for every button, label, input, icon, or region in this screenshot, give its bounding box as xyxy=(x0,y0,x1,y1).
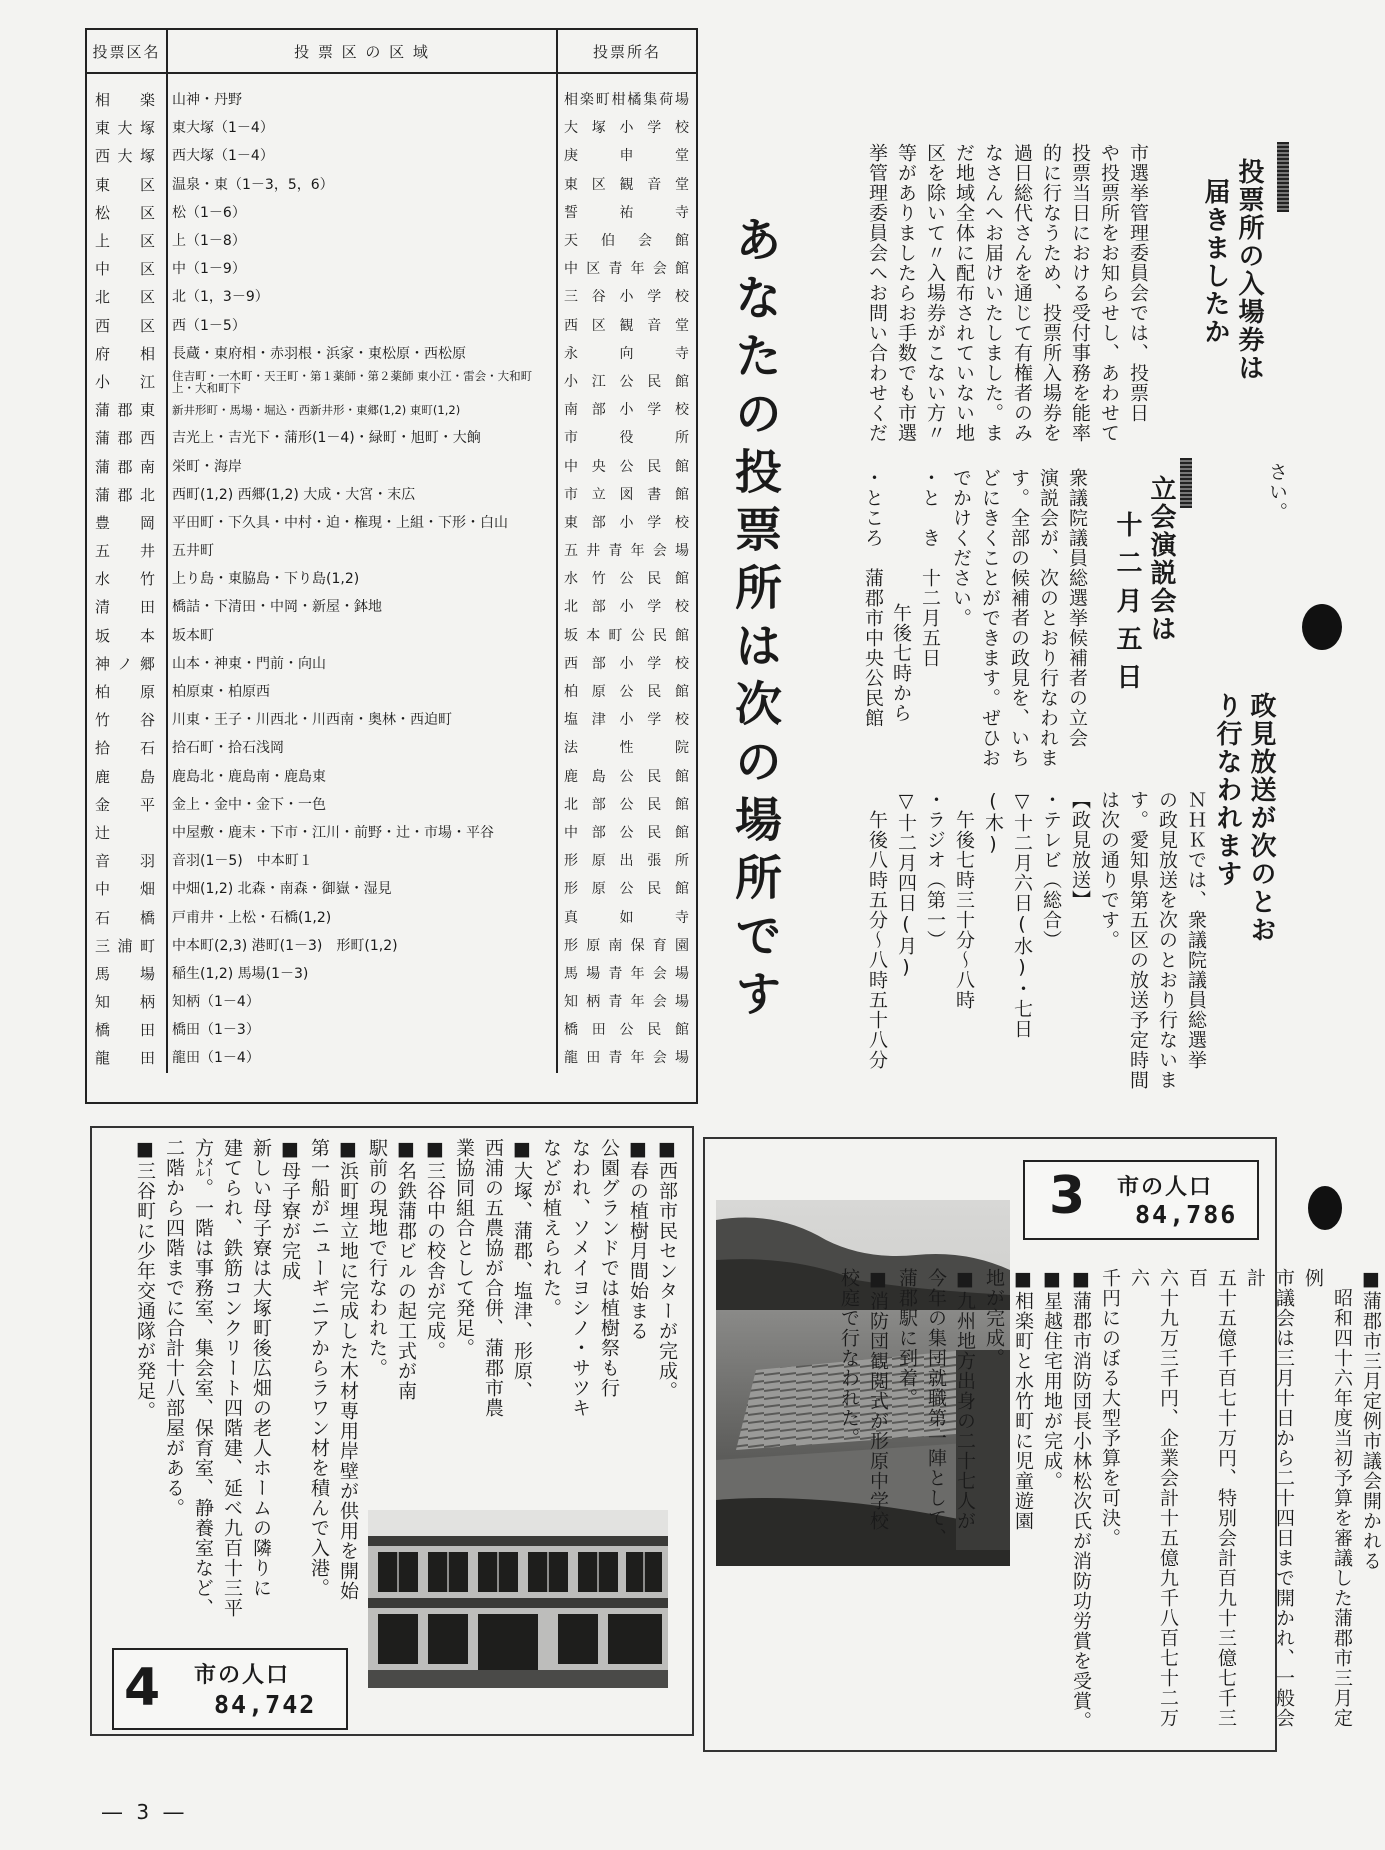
text-line: ・ラジオ（第一） xyxy=(924,790,946,950)
district-area: 山本・神東・門前・向山 xyxy=(167,650,557,678)
station-name: 市立図書館 xyxy=(564,486,690,503)
station-name: 大塚小学校 xyxy=(564,120,690,137)
district-area: 北（1，3－9） xyxy=(167,283,557,311)
broadcast-headline-line2: り行なわれます xyxy=(1212,692,1242,888)
district-area: 温泉・東（1－3，5，6） xyxy=(167,171,557,199)
district-name: 五井 xyxy=(95,542,158,561)
table-row xyxy=(87,565,696,593)
table-row xyxy=(87,255,696,283)
text-line: どにきくことができます。ぜひお xyxy=(979,468,1001,768)
district-area: 中本町(2,3) 港町(1－3) 形町(1,2) xyxy=(167,932,557,960)
news-item: ■三谷中の校舎が完成。 xyxy=(424,1138,446,1361)
station-name: 北部小学校 xyxy=(564,599,690,616)
table-row xyxy=(87,678,696,706)
table-row xyxy=(87,368,696,396)
table-row xyxy=(87,452,696,480)
text-line: は次の通りです。 xyxy=(1098,790,1120,950)
news-item: 方㍍。一階は事務室、集会室、保育室、静養室など、 xyxy=(192,1138,214,1618)
news-item: ■西部市民センターが完成。 xyxy=(656,1138,678,1401)
district-area: 五井町 xyxy=(167,537,557,565)
station-name: 誓祐寺 xyxy=(564,204,690,221)
news-item: 地が完成。 xyxy=(983,1268,1005,1368)
station-name: 龍田青年会場 xyxy=(564,1050,690,1067)
text-line: ＮＨＫでは、衆議院議員総選挙 xyxy=(1185,790,1207,1070)
district-name: 中区 xyxy=(95,260,158,279)
news-item: などが植えられた。 xyxy=(540,1138,562,1318)
district-name: 西区 xyxy=(95,316,158,335)
station-name: 中部公民館 xyxy=(564,824,690,841)
header-district: 投票区名 xyxy=(87,30,167,73)
tickets-tail: さい。 xyxy=(1266,462,1288,522)
text-line: 挙管理委員会へお問い合わせくだ xyxy=(866,143,888,443)
month3-population-label: 市の人口 xyxy=(1117,1175,1214,1200)
district-area: 平田町・下久具・中村・迫・権現・上組・下形・白山 xyxy=(167,509,557,537)
text-line: す。愛知県第五区の放送予定時間 xyxy=(1127,790,1149,1090)
news-item: ■蒲郡市三月定例市議会開かれる xyxy=(1360,1268,1382,1571)
station-name: 五井青年会場 xyxy=(564,543,690,560)
district-name: 馬場 xyxy=(95,964,158,983)
station-name: 相楽町柑橘集荷場 xyxy=(564,92,690,109)
speech-where: ・ところ 蒲郡市中央公民館 xyxy=(862,468,884,728)
table-row xyxy=(87,142,696,170)
table-row xyxy=(87,1044,696,1072)
station-name: 坂本町公民館 xyxy=(564,627,690,644)
news-item: 建てられ、鉄筋コンクリート四階建、延べ九百十三平 xyxy=(221,1138,243,1618)
district-area: 上（1－8） xyxy=(167,227,557,255)
station-name: 東区観音堂 xyxy=(564,176,690,193)
news-item: 二階から四階までに合計十八部屋がある。 xyxy=(163,1138,185,1518)
district-name: 松区 xyxy=(95,203,158,222)
text-line: ▽十二月六日(水)・七日(木) xyxy=(982,790,1033,1039)
table-row xyxy=(87,283,696,311)
district-area: 西町(1,2) 西郷(1,2) 大成・大宮・末広 xyxy=(167,481,557,509)
building-photo-image xyxy=(368,1510,668,1688)
station-name: 形原公民館 xyxy=(564,881,690,898)
table-row xyxy=(87,199,696,227)
district-name: 鹿島 xyxy=(95,767,158,786)
header-station: 投票所名 xyxy=(557,30,696,73)
district-area: 戸甫井・上松・石橋(1,2) xyxy=(167,903,557,931)
table-row xyxy=(87,537,696,565)
speech-when xyxy=(886,468,944,788)
speech-headline xyxy=(1110,475,1178,701)
table-row xyxy=(87,932,696,960)
station-name: 橋田公民館 xyxy=(564,1022,690,1039)
station-name: 西部小学校 xyxy=(564,655,690,672)
district-area: 橋詰・下清田・中岡・新屋・鉢地 xyxy=(167,593,557,621)
month4-population-label: 市の人口 xyxy=(194,1663,291,1688)
district-name: 坂本 xyxy=(95,626,158,645)
news-item: ■浜町埋立地に完成した木材専用岸壁が供用を開始 xyxy=(337,1138,359,1601)
station-name: 中区青年会館 xyxy=(564,261,690,278)
news-item: ■大塚、蒲郡、塩津、形原、 xyxy=(511,1138,533,1401)
news-item: 五十五億千百七十万円、特別会計百九十三億七千三百 xyxy=(1186,1268,1237,1728)
district-name: 三浦町 xyxy=(95,936,158,955)
table-row xyxy=(87,396,696,424)
district-area: 上り島・東脇島・下り島(1,2) xyxy=(167,565,557,593)
broadcast-headline xyxy=(1210,692,1278,944)
table-row xyxy=(87,819,696,847)
section-marker xyxy=(1277,142,1289,212)
news-item: 六十九万三千円、企業会計十五億九千八百七十二万六 xyxy=(1128,1268,1179,1728)
station-name: 天伯会館 xyxy=(564,233,690,250)
table-row xyxy=(87,903,696,931)
district-area: 西（1－5） xyxy=(167,312,557,340)
district-name: 清田 xyxy=(95,598,158,617)
table-row xyxy=(87,988,696,1016)
district-name: 北区 xyxy=(95,288,158,307)
text-line: す。全部の候補者の政見を、いち xyxy=(1008,468,1030,768)
tickets-headline-line1: 投票所の入場券は xyxy=(1234,158,1264,382)
station-name: 法性院 xyxy=(564,740,690,757)
news-item: ■九州地方出身の二十七人が xyxy=(954,1268,976,1531)
district-name: 石橋 xyxy=(95,908,158,927)
building-photo xyxy=(368,1510,668,1688)
month4-number: 4 xyxy=(124,1658,161,1718)
table-row xyxy=(87,763,696,791)
table-row xyxy=(87,424,696,452)
news-item: 第一船がニューギニアからラワン材を積んで入港。 xyxy=(308,1138,330,1598)
district-name: 豊岡 xyxy=(95,513,158,532)
table-row xyxy=(87,114,696,142)
district-area: 山神・丹野 xyxy=(167,86,557,114)
news-item: ■名鉄蒲郡ビルの起工式が南 xyxy=(395,1138,417,1401)
tickets-body xyxy=(862,143,1152,473)
district-name: 蒲郡南 xyxy=(95,457,158,476)
news-item: ■星越住宅用地が完成。 xyxy=(1041,1268,1063,1491)
month3-population-value: 84,786 xyxy=(1135,1200,1238,1229)
news-item: 昭和四十六年度当初予算を審議した蒲郡市三月定例 xyxy=(1302,1268,1353,1728)
month3-news-items xyxy=(834,1268,1385,1738)
table-row xyxy=(87,791,696,819)
station-name: 市役所 xyxy=(564,430,690,447)
news-item: ■三谷町に少年交通隊が発足。 xyxy=(134,1138,156,1421)
news-item: ■消防団観閲式が形原中学校 xyxy=(867,1268,889,1531)
district-name: 知柄 xyxy=(95,993,158,1012)
station-name: 庚申堂 xyxy=(564,148,690,165)
station-name: 水竹公民館 xyxy=(564,571,690,588)
text-line: ・テレビ（総合） xyxy=(1040,790,1062,950)
news-item: 校庭で行なわれた。 xyxy=(838,1268,860,1448)
speech-headline-line1: 立会演説会は xyxy=(1146,475,1176,643)
district-area: 金上・金中・金下・一色 xyxy=(167,791,557,819)
text-line: 等がありましたらお手数でも市選 xyxy=(895,143,917,443)
district-area: 鹿島北・鹿島南・鹿島東 xyxy=(167,763,557,791)
district-area: 新井形町・馬場・堀込・西新井形・東郷(1,2) 東町(1,2) xyxy=(167,396,557,424)
month4-population-value: 84,742 xyxy=(214,1690,317,1719)
district-name: 東大塚 xyxy=(95,119,158,138)
district-area: 住吉町・一木町・天王町・第１薬師・第２薬師 東小江・雷会・大和町上・大和町下 xyxy=(167,368,557,396)
district-name: 蒲郡東 xyxy=(95,401,158,420)
news-item: ■蒲郡市消防団長小林松次氏が消防功労賞を受賞。 xyxy=(1070,1268,1092,1731)
news-item: ■母子寮が完成 xyxy=(279,1138,301,1281)
station-name: 北部公民館 xyxy=(564,796,690,813)
station-name: 塩津小学校 xyxy=(564,712,690,729)
station-name: 小江公民館 xyxy=(564,373,690,390)
station-name: 知柄青年会場 xyxy=(564,994,690,1011)
district-name: 府相 xyxy=(95,344,158,363)
district-name: 橋田 xyxy=(95,1021,158,1040)
district-area: 松（1－6） xyxy=(167,199,557,227)
table-row xyxy=(87,622,696,650)
polling-station-table xyxy=(85,28,698,1104)
news-item: 蒲郡駅に到着。 xyxy=(896,1268,918,1408)
district-area: 橋田（1－3） xyxy=(167,1016,557,1044)
main-title: あなたの投票所は次の場所です xyxy=(727,215,782,1027)
district-name: 金平 xyxy=(95,795,158,814)
district-name: 蒲郡西 xyxy=(95,429,158,448)
station-name: 形原出張所 xyxy=(564,853,690,870)
station-name: 形原南保育園 xyxy=(564,937,690,954)
district-name: 音羽 xyxy=(95,852,158,871)
table-row xyxy=(87,340,696,368)
station-name: 鹿島公民館 xyxy=(564,768,690,785)
table-row xyxy=(87,593,696,621)
table-header-row xyxy=(87,30,696,73)
district-name: 東区 xyxy=(95,175,158,194)
district-area: 稲生(1,2) 馬場(1－3) xyxy=(167,960,557,988)
text-line: 区を除いて〃入場券がこない方〃 xyxy=(924,143,946,443)
broadcast-body xyxy=(862,790,1210,1090)
station-name: 柏原公民館 xyxy=(564,684,690,701)
text-line: でかけください。 xyxy=(950,468,972,628)
text-line: 過日総代さんを通じて有権者のみ xyxy=(1011,143,1033,443)
text-line: 【政見放送】 xyxy=(1069,790,1091,910)
district-name: 拾石 xyxy=(95,739,158,758)
district-name: 龍田 xyxy=(95,1049,158,1068)
speech-when-label: ・と き 十二月五日 xyxy=(919,468,941,668)
ink-mark xyxy=(1302,604,1342,650)
month3-number: 3 xyxy=(1049,1166,1086,1226)
station-name: 永向寺 xyxy=(564,345,690,362)
table-row xyxy=(87,481,696,509)
news-item: 業協同組合として発足。 xyxy=(453,1138,475,1358)
news-item: 駅前の現地で行なわれた。 xyxy=(366,1138,388,1378)
station-name: 南部小学校 xyxy=(564,402,690,419)
district-name: 相楽 xyxy=(95,91,158,110)
district-name: 蒲郡北 xyxy=(95,485,158,504)
district-area: 知柄（1－4） xyxy=(167,988,557,1016)
district-area: 音羽(1－5) 中本町１ xyxy=(167,847,557,875)
district-area: 拾石町・拾石浅岡 xyxy=(167,734,557,762)
news-item: 公園グランドでは植樹祭も行 xyxy=(598,1138,620,1398)
speech-body xyxy=(946,468,1091,788)
district-area: 吉光上・吉光下・蒲形(1－4)・緑町・旭町・大餉 xyxy=(167,424,557,452)
text-line: ▽十二月四日(月) xyxy=(895,790,917,979)
district-area: 中屋敷・鹿末・下市・江川・前野・辻・市場・平谷 xyxy=(167,819,557,847)
section-marker xyxy=(1180,458,1192,508)
district-area: 川東・王子・川西北・川西南・奥林・西迫町 xyxy=(167,706,557,734)
tickets-headline-line2: 届きましたか xyxy=(1200,178,1230,346)
station-name: 馬場青年会場 xyxy=(564,965,690,982)
text-line: の政見放送を次のとおり行ないま xyxy=(1156,790,1178,1090)
district-name: 辻 xyxy=(95,823,114,842)
table-row xyxy=(87,227,696,255)
broadcast-headline-line1: 政見放送が次のとお xyxy=(1246,692,1276,944)
news-item: 千円にのぼる大型予算を可決。 xyxy=(1099,1268,1121,1548)
text-line: 衆議院議員総選挙候補者の立会 xyxy=(1066,468,1088,748)
news-item: 今年の集団就職第一陣として、 xyxy=(925,1268,947,1548)
text-line: 投票当日における受付事務を能率 xyxy=(1069,143,1091,443)
station-name: 真如寺 xyxy=(564,909,690,926)
table-row xyxy=(87,960,696,988)
district-name: 水竹 xyxy=(95,570,158,589)
news-item: 新しい母子寮は大塚町後広畑の老人ホームの隣りに xyxy=(250,1138,272,1598)
month3-population-box xyxy=(1023,1160,1259,1240)
text-line: 午後八時五分～八時五十八分 xyxy=(866,790,888,1070)
district-name: 竹谷 xyxy=(95,711,158,730)
text-line: 的に行なうため、投票所入場券を xyxy=(1040,143,1062,443)
news-item: ■相楽町と水竹町に児童遊園 xyxy=(1012,1268,1034,1531)
station-name: 東部小学校 xyxy=(564,514,690,531)
news-item: 市議会は三月十日から二十四日まで開かれ、一般会計 xyxy=(1244,1268,1295,1728)
table-row xyxy=(87,312,696,340)
table-row xyxy=(87,509,696,537)
table-row xyxy=(87,1016,696,1044)
text-line: なさんへお届けいたしました。ま xyxy=(982,143,1004,443)
district-area: 中畑(1,2) 北森・南森・御嶽・湿見 xyxy=(167,875,557,903)
district-name: 神ノ郷 xyxy=(95,654,158,673)
district-area: 柏原東・柏原西 xyxy=(167,678,557,706)
text-line: 演説会が、次のとおり行なわれま xyxy=(1037,468,1059,768)
page-number: ― 3 ― xyxy=(102,1800,188,1824)
header-area: 投 票 区 の 区 域 xyxy=(167,30,557,73)
speech-when-time: 午後七時から xyxy=(890,603,912,723)
table-row xyxy=(87,734,696,762)
table-row xyxy=(87,650,696,678)
text-line: 午後七時三十分～八時 xyxy=(953,790,975,1010)
table-row xyxy=(87,171,696,199)
district-name: 柏原 xyxy=(95,683,158,702)
table-row xyxy=(87,875,696,903)
table-row xyxy=(87,847,696,875)
district-name: 中畑 xyxy=(95,880,158,899)
district-area: 長蔵・東府相・赤羽根・浜家・東松原・西松原 xyxy=(167,340,557,368)
district-name: 上区 xyxy=(95,232,158,251)
district-area: 龍田（1－4） xyxy=(167,1044,557,1072)
table-row xyxy=(87,706,696,734)
station-name: 三谷小学校 xyxy=(564,289,690,306)
station-name: 中央公民館 xyxy=(564,458,690,475)
district-name: 西大塚 xyxy=(95,147,158,166)
speech-headline-line2: 十二月五日 xyxy=(1112,511,1142,701)
text-line: や投票所をお知らせし、あわせて xyxy=(1098,143,1120,443)
text-line: だ地域全体に配布されていない地 xyxy=(953,143,975,443)
news-item: ■春の植樹月間始まる xyxy=(627,1138,649,1341)
table-spacer xyxy=(87,73,696,86)
district-area: 栄町・海岸 xyxy=(167,452,557,480)
month4-population-box xyxy=(112,1648,348,1730)
district-area: 中（1－9） xyxy=(167,255,557,283)
ink-mark xyxy=(1308,1186,1342,1230)
district-name: 小江 xyxy=(95,372,158,391)
district-area: 西大塚（1－4） xyxy=(167,142,557,170)
news-item: なわれ、ソメイヨシノ・サツキ xyxy=(569,1138,591,1418)
district-area: 東大塚（1－4） xyxy=(167,114,557,142)
news-item: 西浦の五農協が合併、蒲郡市農 xyxy=(482,1138,504,1418)
tickets-headline xyxy=(1198,158,1266,382)
text-line: 市選挙管理委員会では、投票日 xyxy=(1127,143,1149,423)
station-name: 西区観音堂 xyxy=(564,317,690,334)
district-area: 坂本町 xyxy=(167,622,557,650)
table-row xyxy=(87,86,696,114)
